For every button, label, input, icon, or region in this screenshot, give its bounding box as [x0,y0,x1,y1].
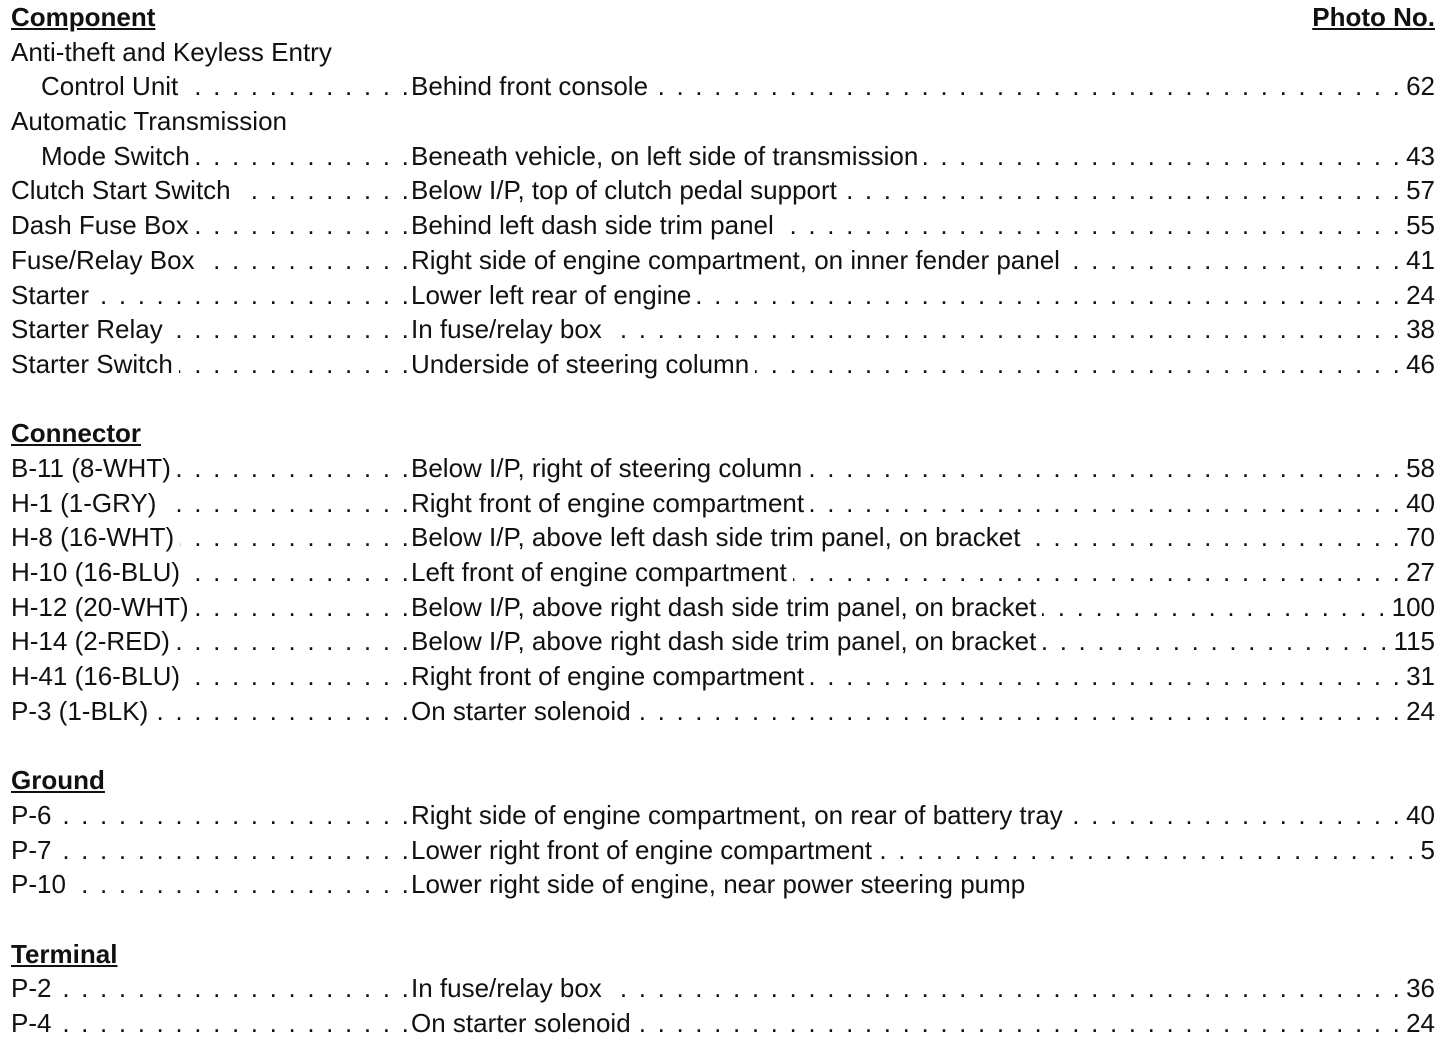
photo-number: 5 [1420,834,1435,865]
connector-name: H-8 (16-WHT) [11,522,175,553]
leader-dots [637,1006,1402,1041]
leader-dots [186,659,411,694]
location-text: Below I/P, above left dash side trim panel, on bracket [411,522,1021,553]
photo-number: 46 [1406,348,1435,379]
location-text: Behind left dash side trim panel [411,210,774,241]
leader-dots [180,520,411,555]
table-row [11,520,1435,555]
ground-name: P-7 [11,834,52,865]
location-text: Right front of engine compartment [411,487,805,518]
photo-number-heading: Photo No. [1312,2,1435,32]
leader-dots [179,347,411,382]
leader-dots [195,590,411,625]
table-row [11,555,1435,590]
leader-dots [186,555,411,590]
photo-number: 43 [1406,140,1435,171]
connector-heading: Connector [11,418,141,449]
leader-dots [755,347,1402,382]
location-text: Below I/P, right of steering column [411,452,803,483]
leader-dots [810,486,1402,521]
photo-number: 115 [1393,626,1435,657]
photo-number: 24 [1406,279,1435,310]
component-locator-page [11,0,1435,1041]
location-text: On starter solenoid [411,1007,631,1038]
terminal-heading: Terminal [11,938,118,969]
component-heading: Component [11,2,156,32]
leader-dots [843,173,1402,208]
table-row [11,486,1435,521]
connector-name: H-41 (16-BLU) [11,661,181,692]
terminal-name: P-4 [11,1007,52,1038]
location-text: Right side of engine compartment, on rear of battery tray [411,799,1063,830]
location-text: Left front of engine compartment [411,557,787,587]
leader-dots [57,971,411,1006]
table-row [11,243,1435,278]
table-row [11,624,1435,659]
table-row [11,694,1435,729]
leader-dots [184,69,411,104]
leader-dots [57,798,411,833]
leader-dots [637,694,1402,729]
photo-number: 41 [1406,244,1435,275]
location-text: In fuse/relay box [411,973,602,1004]
table-row [11,347,1435,382]
photo-number: 57 [1406,175,1435,206]
connector-name: H-12 (20-WHT) [11,591,189,622]
location-text: On starter solenoid [411,695,631,726]
leader-dots [878,833,1417,868]
section-spacer [11,902,1435,937]
photo-number: 100 [1391,591,1435,622]
table-row [11,659,1435,694]
leader-dots [1069,798,1402,833]
leader-dots [808,451,1402,486]
leader-dots [697,278,1402,313]
leader-dots [237,173,411,208]
leader-dots [57,1006,411,1041]
leader-dots [1042,624,1389,659]
location-text: Lower right front of engine compartment [411,834,873,865]
ground-name: P-6 [11,799,52,830]
location-text: In fuse/relay box [411,314,602,345]
photo-number: 31 [1406,661,1435,692]
leader-dots [780,208,1402,243]
component-name-line1: Anti-theft and Keyless Entry [11,36,332,67]
table-row [11,971,1435,1006]
photo-number: 27 [1406,557,1435,587]
connector-name: P-3 (1-BLK) [11,695,149,726]
leader-dots [176,624,411,659]
leader-dots [154,694,411,729]
leader-dots [195,208,411,243]
table-row [11,173,1435,208]
location-text: Beneath vehicle, on left side of transmission [411,140,919,171]
leader-dots [57,833,411,868]
location-text: Below I/P, above right dash side trim panel, on bracket [411,591,1037,622]
leader-dots [196,139,411,174]
leader-dots [162,486,411,521]
table-row [11,208,1435,243]
leader-dots [654,69,1402,104]
table-row [11,798,1435,833]
leader-dots [810,659,1402,694]
connector-name: H-1 (1-GRY) [11,487,157,518]
connector-name: B-11 (8-WHT) [11,452,171,483]
location-text: Right front of engine compartment [411,661,805,692]
photo-number: 24 [1406,695,1435,726]
location-text: Behind front console [411,71,649,102]
ground-heading: Ground [11,765,105,796]
leader-dots [95,278,411,313]
table-row [11,867,1435,902]
component-name: Starter Relay [11,314,163,345]
leader-dots [177,451,411,486]
location-text: Underside of steering column [411,348,750,379]
table-row [11,451,1435,486]
photo-number: 40 [1406,487,1435,518]
component-name: Mode Switch [41,140,190,171]
photo-number: 62 [1406,71,1435,102]
photo-number: 38 [1406,314,1435,345]
ground-name: P-10 [11,869,66,900]
photo-number: 55 [1406,210,1435,241]
leader-dots [793,555,1402,590]
location-text: Below I/P, above right dash side trim panel, on bracket [411,626,1037,657]
leader-dots [608,971,1402,1006]
component-name-line1: Automatic Transmission [11,106,287,137]
component-name: Starter [11,279,90,310]
photo-number: 58 [1406,452,1435,483]
connector-name: H-14 (2-RED) [11,626,170,657]
location-text: Lower right side of engine, near power steering pump [411,869,1026,900]
table-row [11,312,1435,347]
leader-dots [1042,590,1387,625]
component-name: Dash Fuse Box [11,210,189,241]
leader-dots [72,867,411,902]
photo-number: 70 [1406,522,1435,553]
location-text: Right side of engine compartment, on inner fender panel [411,244,1060,275]
table-row [11,69,1435,104]
leader-dots [201,243,411,278]
table-row [11,278,1435,313]
leader-dots [169,312,411,347]
component-name: Fuse/Relay Box [11,244,195,275]
photo-number: 36 [1406,973,1435,1004]
section-spacer [11,382,1435,417]
terminal-name: P-2 [11,973,52,1004]
leader-dots [1066,243,1402,278]
photo-number: 40 [1406,799,1435,830]
component-name: Clutch Start Switch [11,175,231,206]
leader-dots [924,139,1402,174]
table-header [11,0,1435,35]
table-row [11,833,1435,868]
component-name: Control Unit [41,71,179,102]
section-spacer [11,728,1435,763]
table-row [11,139,1435,174]
table-row [11,590,1435,625]
leader-dots [1026,520,1402,555]
location-text: Lower left rear of engine [411,279,692,310]
table-row [11,1006,1435,1041]
connector-name: H-10 (16-BLU) [11,557,181,587]
photo-number: 24 [1406,1007,1435,1038]
location-text: Below I/P, top of clutch pedal support [411,175,837,206]
leader-dots [608,312,1402,347]
component-name: Starter Switch [11,348,173,379]
